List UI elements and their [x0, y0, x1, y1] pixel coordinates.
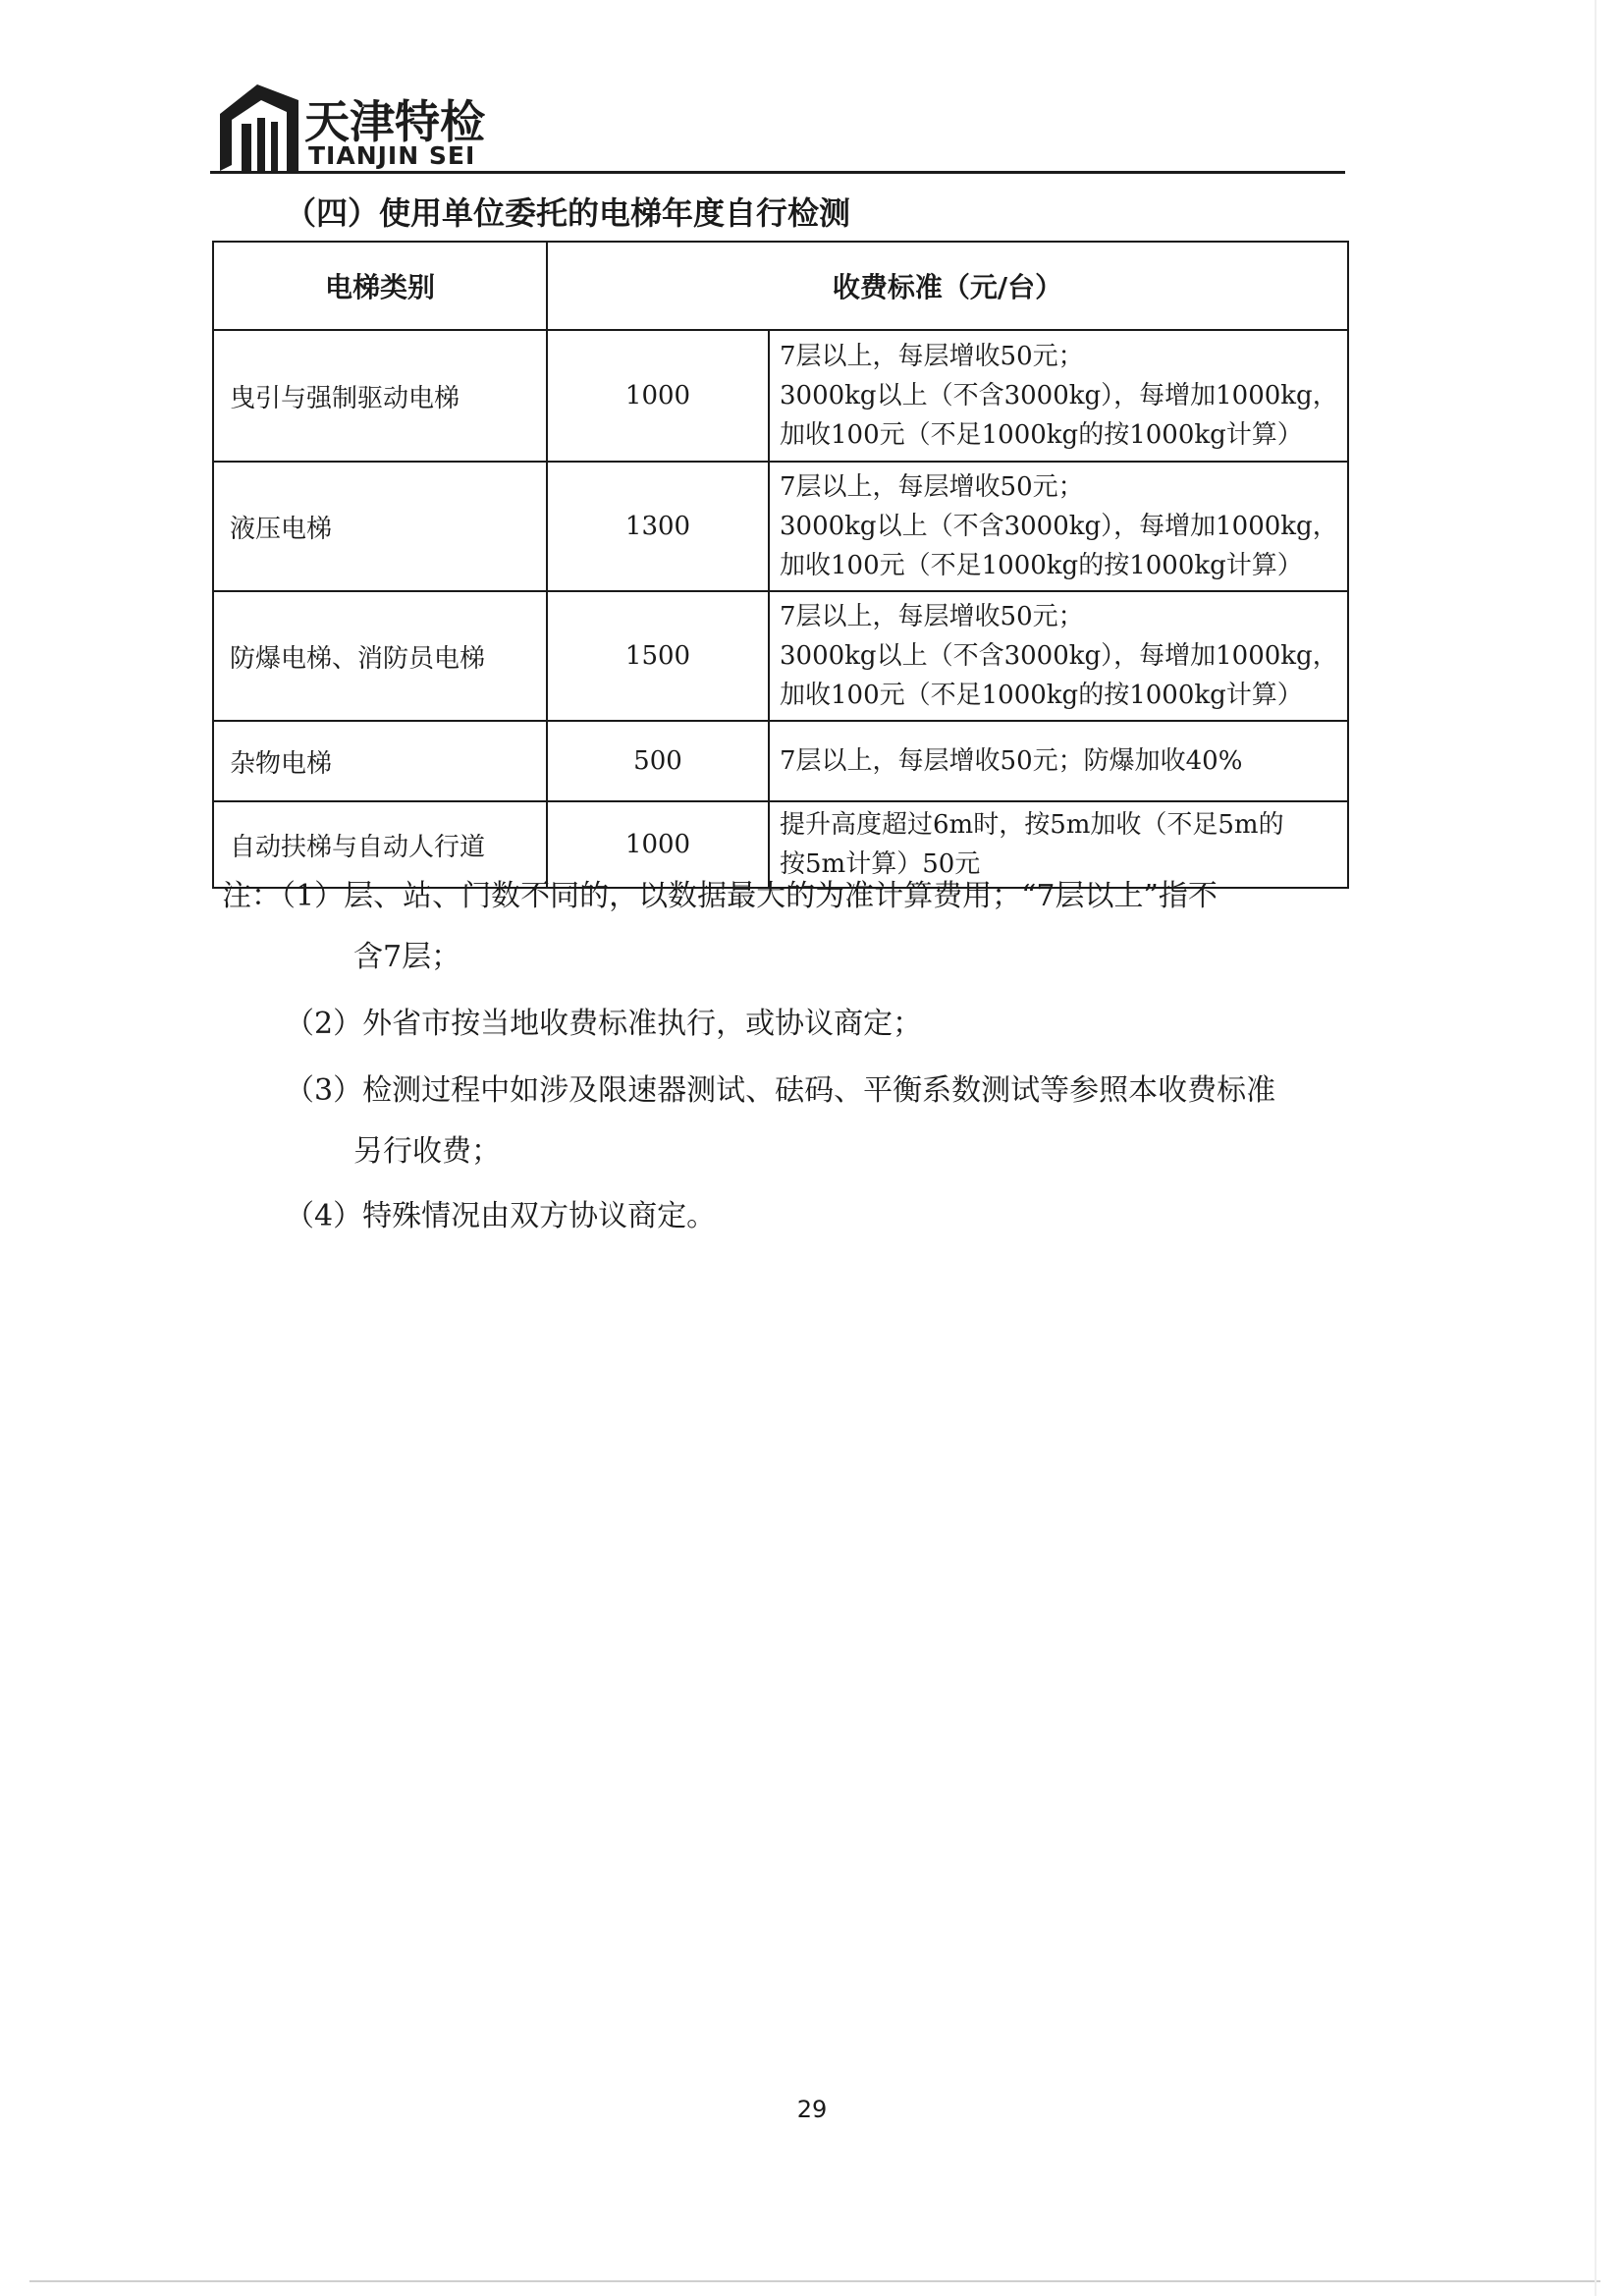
- table-row: [213, 721, 1348, 801]
- note-line: 加收100元（不足1000kg的按1000kg计算）: [780, 551, 1303, 580]
- note-3-line-1: （3）检测过程中如涉及限速器测试、砝码、平衡系数测试等参照本收费标准: [285, 1073, 1276, 1108]
- note-1-line-2: 含7层；: [353, 940, 461, 974]
- logo-chinese-name: 天津特检: [304, 95, 485, 148]
- row-amount: 1300: [547, 462, 769, 591]
- note-line: 3000kg以上（不含3000kg），每增加1000kg，: [780, 381, 1338, 410]
- fee-table: [212, 241, 1349, 889]
- note-4: （4）特殊情况由双方协议商定。: [285, 1199, 717, 1233]
- row-note: [769, 330, 1348, 462]
- note-line: 7层以上，每层增收50元；: [780, 472, 1084, 502]
- row-amount: 1000: [547, 801, 769, 888]
- row-type: 曳引与强制驱动电梯: [213, 330, 547, 462]
- row-note: [769, 591, 1348, 721]
- note-line: 7层以上，每层增收50元；防爆加收40%: [780, 746, 1243, 776]
- row-note: [769, 462, 1348, 591]
- note-3-line-2: 另行收费；: [353, 1134, 501, 1169]
- company-logo: [218, 79, 542, 177]
- note-line: 加收100元（不足1000kg的按1000kg计算）: [780, 681, 1303, 710]
- row-type: 自动扶梯与自动人行道: [213, 801, 547, 888]
- row-type: 防爆电梯、消防员电梯: [213, 591, 547, 721]
- header-elevator-type: 电梯类别: [213, 242, 547, 330]
- row-amount: 500: [547, 721, 769, 801]
- note-line: 7层以上，每层增收50元；: [780, 342, 1084, 371]
- logo-english-name: TIANJIN SEI: [308, 141, 476, 170]
- row-type: 杂物电梯: [213, 721, 547, 801]
- row-amount: 1000: [547, 330, 769, 462]
- note-line: 7层以上，每层增收50元；: [780, 602, 1084, 631]
- page-number: 29: [796, 2096, 828, 2123]
- note-line: 3000kg以上（不含3000kg），每增加1000kg，: [780, 512, 1338, 541]
- note-line: 按5m计算）50元: [780, 849, 981, 879]
- note-2: （2）外省市按当地收费标准执行，或协议商定；: [285, 1007, 923, 1041]
- row-note: [769, 801, 1348, 888]
- table-row: [213, 801, 1348, 888]
- building-logo-icon: [218, 79, 300, 175]
- header-divider: [210, 171, 1345, 174]
- row-amount: 1500: [547, 591, 769, 721]
- note-line: 加收100元（不足1000kg的按1000kg计算）: [780, 420, 1303, 450]
- note-line: 提升高度超过6m时，按5m加收（不足5m的: [780, 810, 1284, 840]
- scan-edge-line: [1595, 0, 1597, 2296]
- table-row: [213, 591, 1348, 721]
- row-type: 液压电梯: [213, 462, 547, 591]
- note-line: 3000kg以上（不含3000kg），每增加1000kg，: [780, 641, 1338, 671]
- note-1-line-1: 注：（1）层、站、门数不同的，以数据最大的为准计算费用；“7层以上”指不: [222, 879, 1218, 913]
- table-header-row: [213, 242, 1348, 330]
- scan-edge-line: [29, 2280, 1600, 2282]
- table-row: [213, 462, 1348, 591]
- header-fee-standard: 收费标准（元/台）: [547, 242, 1348, 330]
- row-note: [769, 721, 1348, 801]
- section-title: （四）使用单位委托的电梯年度自行检测: [285, 194, 851, 232]
- table-row: [213, 330, 1348, 462]
